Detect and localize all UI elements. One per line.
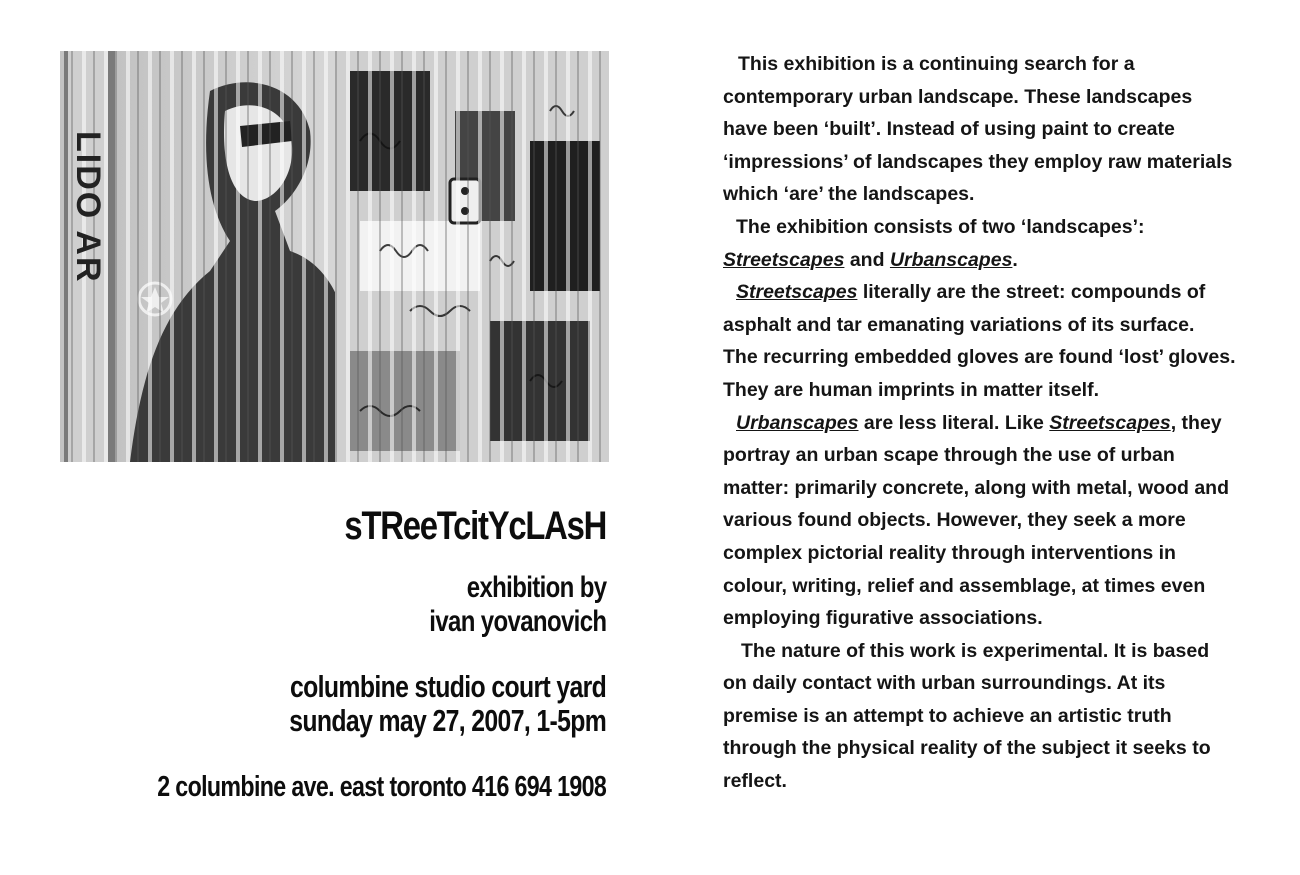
event-date: sunday may 27, 2007, 1-5pm xyxy=(289,703,606,738)
text-line xyxy=(723,244,1283,277)
text-line: complex pictorial reality through interventions in xyxy=(723,541,1176,564)
text-line: through the physical reality of the subject it seeks to xyxy=(723,737,1211,760)
paragraph-2 xyxy=(723,211,1283,276)
venue: columbine studio court yard xyxy=(289,669,606,704)
text-line: ‘impressions’ of landscapes they employ raw materials xyxy=(723,150,1233,173)
photo-signage: LIDO AR xyxy=(69,131,107,284)
text-fragment: literally are the street: compounds of xyxy=(857,281,1206,304)
address: 2 columbine ave. east toronto 416 694 1908 xyxy=(157,771,606,803)
streetscapes-term: Streetscapes xyxy=(736,281,858,304)
text-line: They are human imprints in matter itself. xyxy=(723,378,1100,401)
text-line: employing figurative associations. xyxy=(723,607,1043,630)
text-line xyxy=(723,276,1283,309)
paragraph-3 xyxy=(723,276,1283,406)
text-fragment: . xyxy=(1012,248,1018,271)
text-line: colour, writing, relief and assemblage, at times even xyxy=(723,574,1206,597)
text-line: The recurring embedded gloves are found ‘lost’ gloves. xyxy=(723,346,1236,369)
event-details xyxy=(289,670,606,738)
text-line: portray an urban scape through the use of urban xyxy=(723,444,1175,467)
text-line: various found objects. However, they seek a more xyxy=(723,509,1186,532)
text-line: matter: primarily concrete, along with metal, wood and xyxy=(723,476,1230,499)
text-line: on daily contact with urban surroundings. At its xyxy=(723,672,1166,695)
paragraph-5 xyxy=(723,635,1283,798)
address-block xyxy=(157,770,606,804)
byline-line-1: exhibition by xyxy=(466,571,606,604)
artist-name: ivan yovanovich xyxy=(428,605,606,638)
artist-statement xyxy=(723,48,1283,798)
text-fragment: , they xyxy=(1170,411,1222,434)
streetscapes-term: Streetscapes xyxy=(1049,411,1171,434)
streetscapes-term: Streetscapes xyxy=(723,248,845,271)
flyer-back xyxy=(660,0,1300,875)
exhibition-title: sTReeTcitYcLAsH xyxy=(344,504,606,548)
text-line: asphalt and tar emanating variations of its surface. xyxy=(723,313,1195,336)
text-line: have been ‘built’. Instead of using paint to create xyxy=(723,118,1175,141)
byline-block xyxy=(429,571,606,639)
text-line: The nature of this work is experimental. It is based xyxy=(741,639,1210,662)
exhibition-photo xyxy=(60,51,609,462)
text-line: reflect. xyxy=(723,770,787,793)
text-fragment: and xyxy=(844,248,890,271)
text-line xyxy=(723,407,1283,440)
text-line: premise is an attempt to achieve an artistic truth xyxy=(723,704,1172,727)
text-line: The exhibition consists of two ‘landscapes’: xyxy=(736,215,1145,238)
urbanscapes-term: Urbanscapes xyxy=(889,248,1013,271)
text-line: This exhibition is a continuing search for a xyxy=(738,53,1135,75)
text-line: contemporary urban landscape. These landscapes xyxy=(723,85,1193,108)
paragraph-1 xyxy=(723,48,1283,211)
urbanscapes-term: Urbanscapes xyxy=(736,411,859,434)
text-fragment: are less literal. Like xyxy=(858,411,1050,434)
paragraph-4 xyxy=(723,407,1283,635)
text-line: which ‘are’ the landscapes. xyxy=(723,183,975,206)
